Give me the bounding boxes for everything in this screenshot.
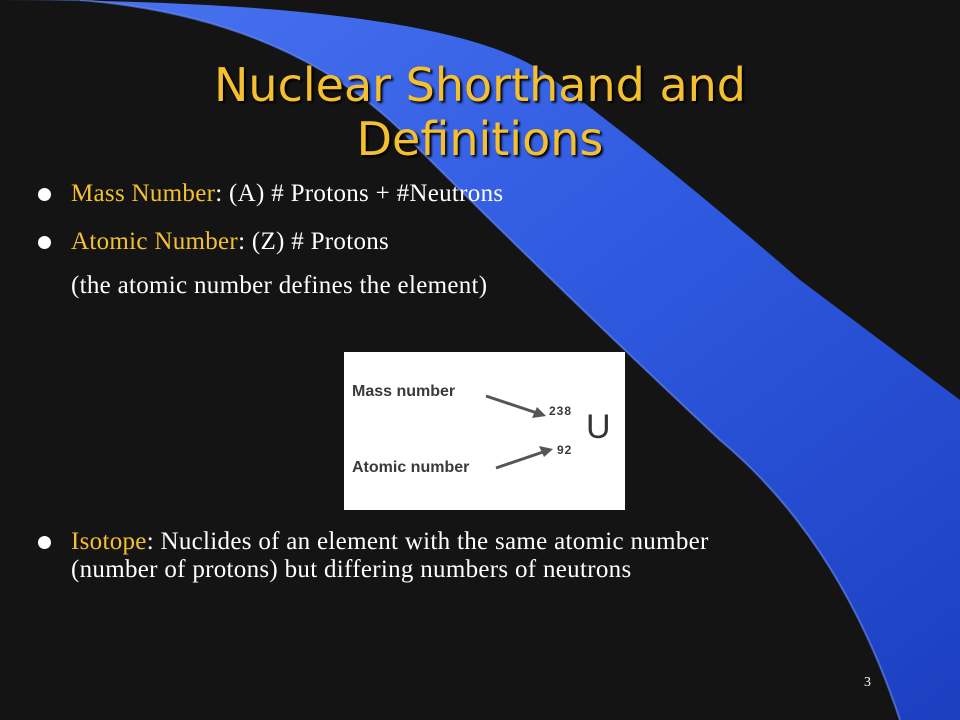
- bullet-isotope: [36, 528, 756, 584]
- element-symbol: U: [586, 408, 611, 446]
- definition-isotope: : Nuclides of an element with the same atomic number (number of protons) but differing numbers of neutrons: [71, 528, 709, 583]
- bullet-dot-icon: [38, 536, 51, 549]
- nuclide-notation-figure: [344, 352, 625, 510]
- bullet-atomic-number: [36, 228, 756, 256]
- atomic-number-label: Atomic number: [352, 459, 470, 476]
- arrows-graphic: [344, 352, 625, 510]
- definition-mass-number: : (A) # Protons + #Neutrons: [215, 180, 504, 207]
- slide-title: Nuclear Shorthand and Definitions: [214, 58, 746, 166]
- mass-number-value: 238: [549, 404, 573, 418]
- mass-number-label: Mass number: [352, 383, 456, 400]
- atomic-number-value: 92: [557, 443, 573, 457]
- atomic-arrow-icon: [496, 451, 546, 468]
- term-mass-number: Mass Number: [71, 180, 216, 207]
- term-atomic-number: Atomic Number: [71, 228, 239, 255]
- note-text: (the atomic number defines the element): [71, 272, 488, 299]
- bullet-dot-icon: [38, 188, 51, 201]
- mass-arrow-icon: [486, 396, 540, 414]
- page-number: 3: [864, 675, 871, 690]
- term-isotope: Isotope: [71, 528, 147, 555]
- bullet-mass-number: [36, 180, 756, 208]
- note-atomic-number: [36, 272, 756, 300]
- definition-atomic-number: : (Z) # Protons: [238, 228, 390, 255]
- bullet-dot-icon: [38, 236, 51, 249]
